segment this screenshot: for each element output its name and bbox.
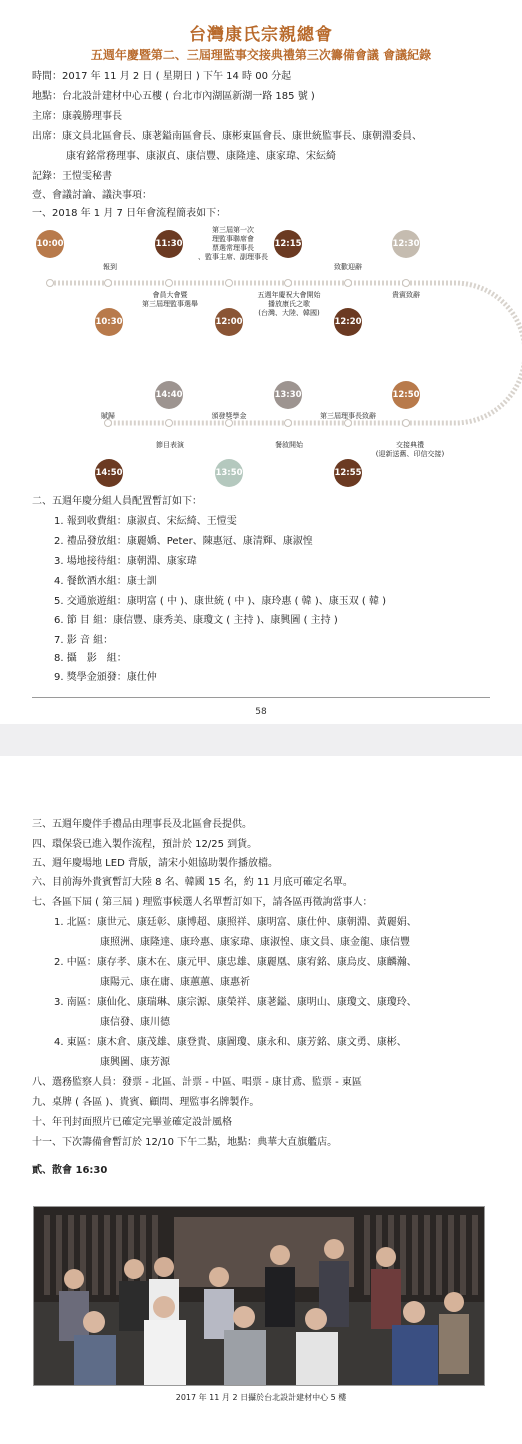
timeline-node (402, 419, 410, 427)
time-circle: 13:50 (215, 459, 243, 487)
timeline-label: 五週年慶祝大會開始 播放康氏之歌 (台灣、大陸、韓國) (257, 291, 321, 317)
page-subtitle: 五週年慶暨第二、三屆理監事交接典禮第三次籌備會議 會議紀錄 (90, 48, 432, 62)
section-heading: 壹、會議討論、議決事項： (32, 190, 152, 201)
group-item: 2. 禮品發放組：康麗嬌、Peter、陳惠冠、康清輝、康淑惶 (54, 536, 313, 547)
group-item: 4. 餐飲酒水組：康士訓 (54, 576, 157, 587)
timeline-node (225, 279, 233, 287)
group-item: 5. 交通旅遊組：康明富 ( 中 )、康世統 ( 中 )、康玲惠 ( 韓 )、康玉双 ( 韓 ) (54, 596, 387, 607)
timeline-node (344, 279, 352, 287)
page-number: 58 (255, 707, 267, 717)
timeline-node (284, 419, 292, 427)
group-photo (33, 1206, 485, 1386)
item-one-heading: 一、2018 年 1 月 7 日年會流程簡表如下： (32, 208, 227, 219)
time-circle: 14:50 (95, 459, 123, 487)
time-circle: 13:30 (274, 381, 302, 409)
item-five: 五、週年慶場地 LED 背版，請宋小姐協助製作播放檔。 (32, 858, 278, 869)
group-item: 3. 場地接待組：康朝淵、康家瑋 (54, 556, 197, 567)
meeting-location: 地點：台北設計建材中心五樓 ( 台北市內湖區新湖一路 185 號 ) (32, 91, 315, 102)
timeline-label: 交接典禮 (迎新送舊、印信交接) (375, 441, 445, 458)
region-south-cont: 康信發、康川德 (100, 1017, 170, 1028)
time-circle: 12:55 (334, 459, 362, 487)
timeline-node (165, 279, 173, 287)
time-circle: 11:30 (155, 230, 183, 258)
meeting-recorder: 記錄：王愷雯秘書 (32, 171, 112, 182)
group-item: 9. 獎學金頒發：康仕仲 (54, 672, 157, 683)
time-circle: 12:15 (274, 230, 302, 258)
page-divider (32, 697, 490, 698)
item-four: 四、環保袋已進入製作流程，預計於 12/25 到貨。 (32, 839, 258, 850)
photo-caption: 2017 年 11 月 2 日攝於台北設計建材中心 5 樓 (175, 1393, 347, 1402)
group-photo-illustration (34, 1207, 485, 1386)
time-circle: 10:30 (95, 308, 123, 336)
item-two-heading: 二、五週年慶分組人員配置暫訂如下： (32, 496, 202, 507)
item-ten: 十、年刊封面照片已確定完畢並確定設計風格 (32, 1117, 232, 1128)
group-item: 8. 攝 影 組： (54, 653, 127, 664)
group-item: 1. 報到收費組：康淑貞、宋紜綺、王愷雯 (54, 516, 237, 527)
timeline-label: 節目表演 (156, 441, 184, 449)
timeline-label: 貴賓致辭 (392, 291, 420, 299)
item-six: 六、目前海外貴賓暫訂大陸 8 名、韓國 15 名，約 11 月底可確定名單。 (32, 877, 353, 888)
timeline-node (165, 419, 173, 427)
item-eight: 八、選務監察人員：發票 - 北區、計票 - 中區、唱票 - 康甘鳶、監票 - 東區 (32, 1077, 362, 1088)
page-gap (0, 724, 522, 756)
timeline-node (104, 279, 112, 287)
time-circle: 12:00 (215, 308, 243, 336)
timeline-label: 第三屆第一次 理監事聯席會 票選常理事長 、監事主席、副理事長 (198, 226, 268, 261)
region-north-cont: 康照洲、康隆達、康玲惠、康家瑋、康淑惶、康文員、康金龍、康信豐 (100, 937, 410, 948)
timeline-node (402, 279, 410, 287)
time-circle: 12:50 (392, 381, 420, 409)
time-circle: 10:00 (36, 230, 64, 258)
item-three: 三、五週年慶伴手禮品由理事長及北區會長提供。 (32, 819, 252, 830)
meeting-time: 時間：2017 年 11 月 2 日 ( 星期日 ) 下午 14 時 00 分起 (32, 71, 292, 82)
timeline-label: 報到 (103, 263, 117, 271)
item-eleven: 十一、下次籌備會暫訂於 12/10 下午二點，地點：典華大直旗艦店。 (32, 1137, 338, 1148)
group-item: 7. 影 音 組： (54, 635, 114, 646)
item-seven: 七、各區下屆 ( 第三屆 ) 理監事候選人名單暫訂如下，請各區再徵詢當事人： (32, 897, 373, 908)
timeline-label: 賦歸 (101, 412, 115, 420)
time-circle: 14:40 (155, 381, 183, 409)
timeline-node (284, 279, 292, 287)
timeline-label: 第三屆理事長致辭 (320, 412, 376, 420)
time-circle: 12:30 (392, 230, 420, 258)
timeline-node (46, 279, 54, 287)
page-title: 台灣康氏宗親總會 (189, 25, 333, 45)
adjourn-line: 貳、散會 16:30 (32, 1165, 108, 1176)
region-north: 1. 北區：康世元、康廷彰、康博超、康照祥、康明富、康仕仲、康朝淵、黃麗娟、 (54, 917, 417, 928)
meeting-attendees-cont: 康宥銘常務理事、康淑貞、康信豐、康隆達、康家瑋、宋紜綺 (66, 151, 336, 162)
timeline-label: 會員大會暨 第三屆理監事選舉 (142, 291, 198, 308)
timeline-label: 頒發獎學金 (211, 412, 247, 420)
region-east-cont: 康興圖、康芳源 (100, 1057, 170, 1068)
meeting-chair: 主席：康義勝理事長 (32, 111, 122, 122)
region-south: 3. 南區：康仙化、康瑞琳、康宗源、康榮祥、康荖鎰、康明山、康瓊文、康瓊玲、 (54, 997, 417, 1008)
time-circle: 12:20 (334, 308, 362, 336)
meeting-attendees: 出席：康文員北區會長、康荖鎰南區會長、康彬東區會長、康世統監事長、康朝淵委員、 (32, 131, 422, 142)
region-central-cont: 康陽元、康在庸、康蕙蕙、康惠祈 (100, 977, 250, 988)
region-east: 4. 東區：康木倉、康茂雄、康登貴、康圖瓊、康永和、康芳銘、康文勇、康彬、 (54, 1037, 407, 1048)
timeline-label: 致歡迎辭 (334, 263, 362, 271)
item-nine: 九、桌牌 ( 各區 )、貴賓、顧問、理監事名牌製作。 (32, 1097, 260, 1108)
region-central: 2. 中區：康存孝、康木在、康元甲、康忠雄、康麗凰、康宥銘、康烏皮、康麟瀚、 (54, 957, 417, 968)
group-item: 6. 節 目 組：康信豐、康秀美、康瓊文 ( 主持 )、康興圖 ( 主持 ) (54, 615, 338, 626)
timeline-label: 餐敘開始 (275, 441, 303, 449)
